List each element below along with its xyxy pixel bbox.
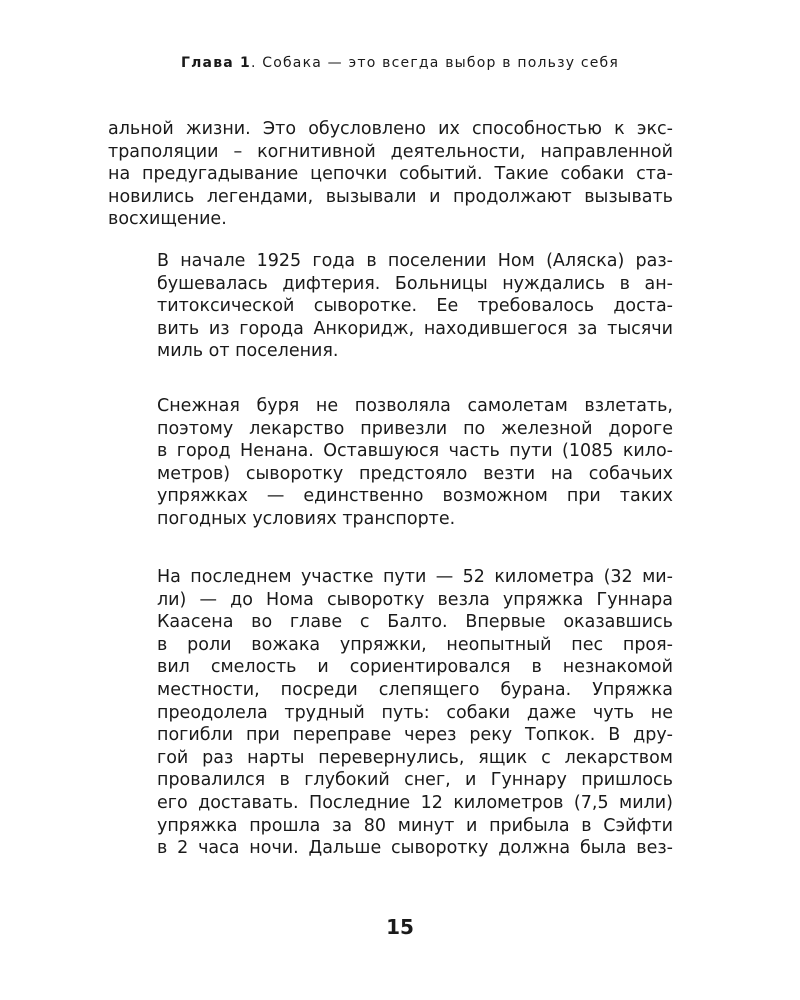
text-line: На последнем участке пути — 52 километра (32 ми- <box>157 567 673 587</box>
text-line: В начале 1925 года в поселении Ном (Аляска) раз- <box>157 251 673 271</box>
text-line: бушевалась дифтерия. Больницы нуждались в ан- <box>157 273 673 294</box>
quote-paragraph-2 <box>157 395 673 531</box>
text-line: провалился в глубокий снег, и Гуннару пришлось <box>157 770 673 791</box>
text-line: восхищение. <box>108 209 227 230</box>
quote-paragraph-3 <box>157 566 673 860</box>
text-line: миль от поселения. <box>157 341 339 362</box>
intro-paragraph <box>108 118 673 231</box>
text-line: гой раз нарты перевернулись, ящик с лекарством <box>157 747 673 768</box>
text-line: ли) — до Нома сыворотку везла упряжка Гуннара <box>157 589 673 610</box>
text-line: в 2 часа ночи. Дальше сыворотку должна была вез- <box>157 838 673 859</box>
text-line: альной жизни. Это обусловлено их способностью к экс- <box>108 119 673 139</box>
text-line: траполяции – когнитивной деятельности, направленной <box>108 141 673 162</box>
text-line: погибли при переправе через реку Топкок. В дру- <box>157 725 673 746</box>
running-header <box>0 55 800 71</box>
text-line: Каасена во главе с Балто. Впервые оказавшись <box>157 612 673 633</box>
text-line: местности, посреди слепящего бурана. Упряжка <box>157 679 673 700</box>
page-number: 15 <box>386 915 414 939</box>
chapter-label: Глава 1 <box>180 55 251 71</box>
text-line: Снежная буря не позволяла самолетам взлетать, <box>157 396 673 416</box>
text-line: вить из города Анкоридж, находившегося за тысячи <box>157 318 673 339</box>
text-line: упряжка прошла за 80 минут и прибыла в Сэйфти <box>157 815 673 836</box>
text-line: вил смелость и сориентировался в незнакомой <box>157 657 673 678</box>
chapter-title: . Собака — это всегда выбор в пользу себя <box>250 55 620 71</box>
text-line: поэтому лекарство привезли по железной дороге <box>157 418 673 439</box>
quote-paragraph-1 <box>157 250 673 363</box>
text-line: титоксической сыворотке. Ее требовалось доста- <box>157 296 673 317</box>
text-line: погодных условиях транспорте. <box>157 508 456 529</box>
text-line: метров) сыворотку предстояло везти на собачьих <box>157 463 673 484</box>
text-line: его доставать. Последние 12 километров (7,5 мили) <box>157 792 673 813</box>
text-line: в роли вожака упряжки, неопытный пес проя- <box>157 634 673 655</box>
text-line: в город Ненана. Оставшуюся часть пути (1085 кило- <box>157 441 673 462</box>
text-line: новились легендами, вызывали и продолжают вызывать <box>108 186 673 207</box>
text-line: преодолела трудный путь: собаки даже чуть не <box>157 702 673 723</box>
text-line: на предугадывание цепочки событий. Такие собаки ста- <box>108 164 673 185</box>
text-line: упряжках — единственно возможном при таких <box>157 486 673 507</box>
